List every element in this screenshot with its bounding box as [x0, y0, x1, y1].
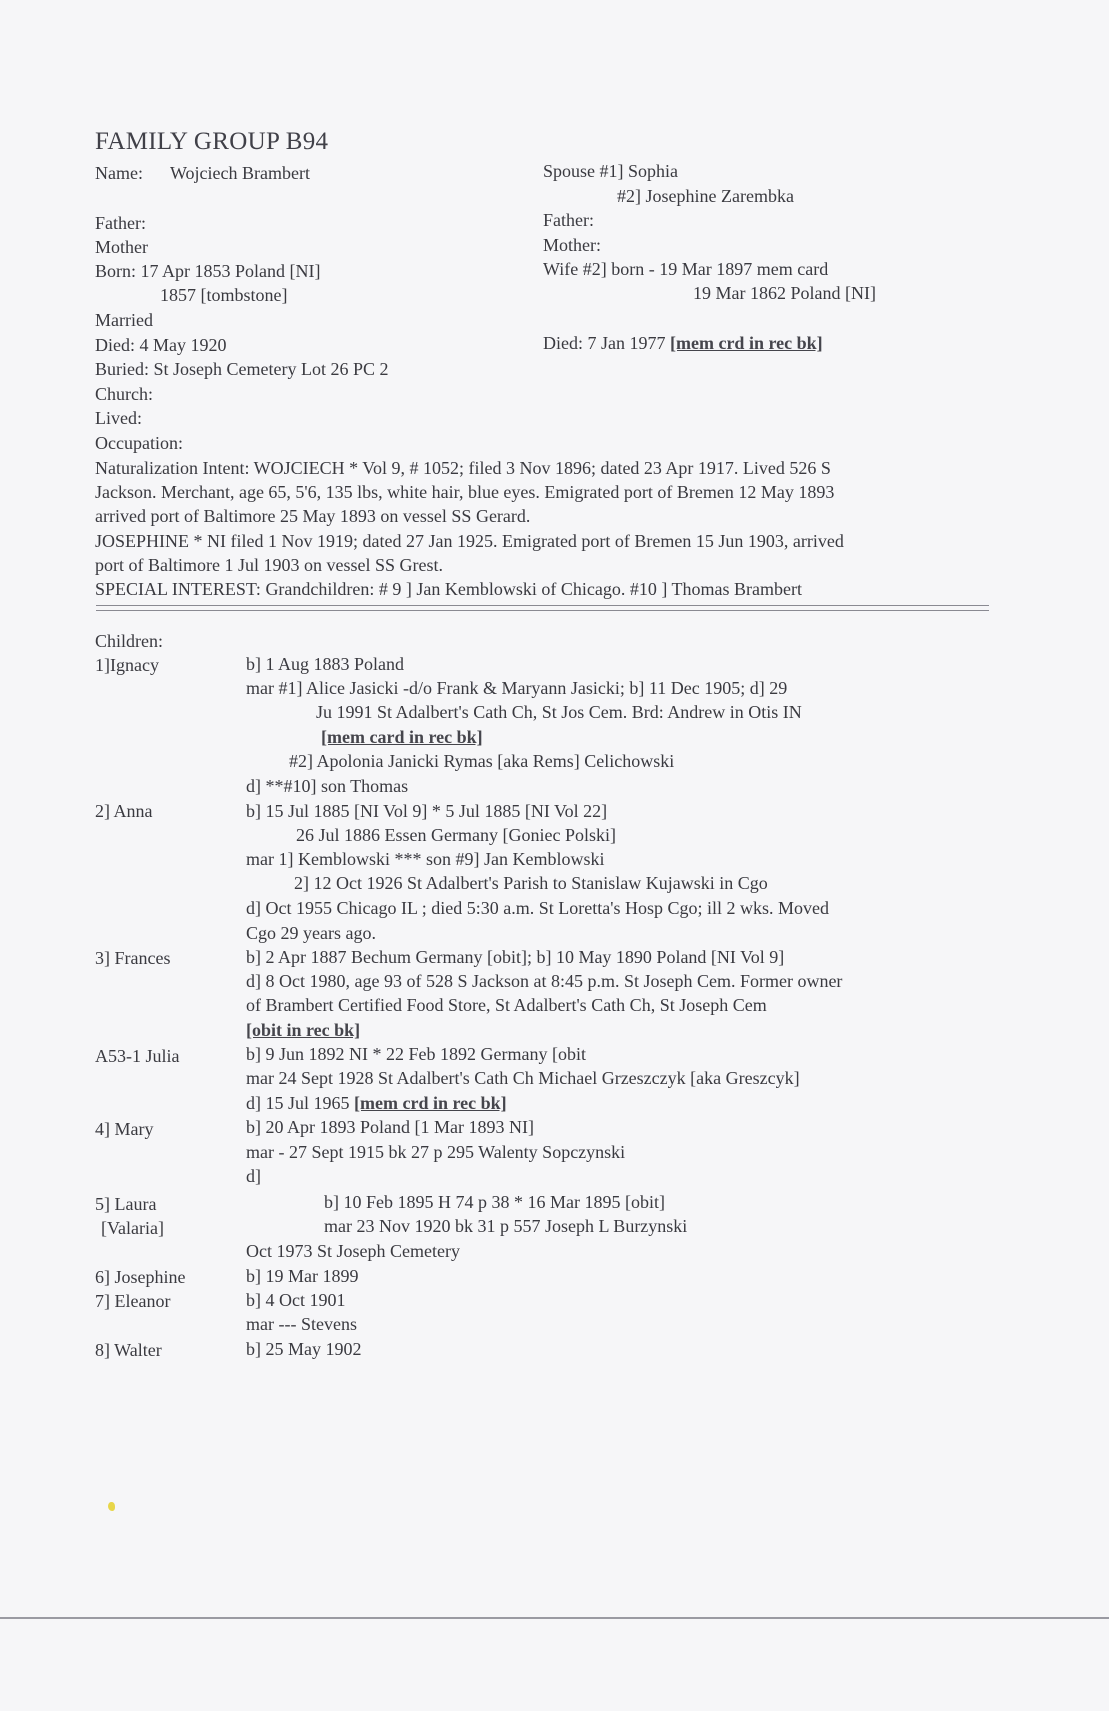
child-detail: d] 15 Jul 1965	[246, 1093, 354, 1113]
page-bottom-edge	[0, 1617, 1109, 1619]
wife2-born-alt: 19 Mar 1862 Poland [NI]	[693, 283, 876, 303]
husband-church: Church:	[95, 384, 153, 404]
note-line: Naturalization Intent: WOJCIECH * Vol 9, # 1052; filed 3 Nov 1896; dated 23 Apr 1917. Lived 526 S	[95, 458, 831, 478]
spouse-died	[543, 332, 823, 354]
husband-born-alt: 1857 [tombstone]	[160, 285, 288, 305]
child-detail: mar #1] Alice Jasicki -d/o Frank & Maryann Jasicki; b] 11 Dec 1905; d] 29	[246, 678, 788, 698]
child-death-line	[246, 1092, 507, 1114]
child-detail: mar - 27 Sept 1915 bk 27 p 295 Walenty Sopczynski	[246, 1142, 626, 1162]
wife2-born: Wife #2] born - 19 Mar 1897 mem card	[543, 259, 829, 279]
child-name: 1]Ignacy	[95, 655, 159, 675]
child-detail: b] 25 May 1902	[246, 1339, 362, 1359]
child-detail: b] 15 Jul 1885 [NI Vol 9] * 5 Jul 1885 [NI Vol 22]	[246, 801, 608, 821]
husband-married: Married	[95, 310, 153, 330]
child-name: 4] Mary	[95, 1119, 154, 1139]
husband-occupation: Occupation:	[95, 433, 183, 453]
husband-name: Wojciech Brambert	[170, 163, 310, 183]
husband-born: Born: 17 Apr 1853 Poland [NI]	[95, 261, 321, 281]
child-detail: b] 4 Oct 1901	[246, 1290, 346, 1310]
child-detail: d] **#10] son Thomas	[246, 776, 409, 796]
child-detail: Ju 1991 St Adalbert's Cath Ch, St Jos Cem. Brd: Andrew in Otis IN	[316, 702, 802, 722]
child-detail: mar 1] Kemblowski *** son #9] Jan Kemblowski	[246, 849, 605, 869]
child-detail: mar 23 Nov 1920 bk 31 p 557 Joseph L Burzynski	[324, 1216, 688, 1236]
child-detail: b] 10 Feb 1895 H 74 p 38 * 16 Mar 1895 [obit]	[324, 1192, 665, 1212]
spouse-1: Spouse #1] Sophia	[543, 161, 678, 181]
double-divider	[96, 605, 989, 611]
child-detail: 2] 12 Oct 1926 St Adalbert's Parish to Stanislaw Kujawski in Cgo	[294, 873, 768, 893]
child-detail: b] 1 Aug 1883 Poland	[246, 654, 405, 674]
husband-lived: Lived:	[95, 408, 142, 428]
husband-name-label: Name:	[95, 163, 143, 183]
child-detail: #2] Apolonia Janicki Rymas [aka Rems] Celichowski	[289, 751, 675, 771]
spouse-2: #2] Josephine Zarembka	[617, 186, 794, 206]
ink-spot	[108, 1502, 115, 1511]
page-title: FAMILY GROUP B94	[95, 128, 329, 155]
husband-mother: Mother	[95, 237, 148, 257]
spouse-mother: Mother:	[543, 235, 601, 255]
child-name: 6] Josephine	[95, 1267, 186, 1287]
child-detail: b] 9 Jun 1892 NI * 22 Feb 1892 Germany [obit	[246, 1044, 586, 1064]
child-detail: d] 8 Oct 1980, age 93 of 528 S Jackson at 8:45 p.m. St Joseph Cem. Former owner	[246, 971, 843, 991]
note-line: Jackson. Merchant, age 65, 5'6, 135 lbs, white hair, blue eyes. Emigrated port of Bremen 12 May 1893	[95, 482, 835, 502]
record-reference: [mem crd in rec bk]	[354, 1093, 507, 1113]
note-line: port of Baltimore 1 Jul 1903 on vessel SS Grest.	[95, 555, 443, 575]
child-name: 5] Laura	[95, 1194, 157, 1214]
husband-father: Father:	[95, 213, 146, 233]
husband-buried: Buried: St Joseph Cemetery Lot 26 PC 2	[95, 359, 389, 379]
children-label: Children:	[95, 631, 163, 651]
child-detail: b] 2 Apr 1887 Bechum Germany [obit]; b] 10 May 1890 Poland [NI Vol 9]	[246, 947, 785, 967]
child-name: 7] Eleanor	[95, 1291, 171, 1311]
note-line: JOSEPHINE * NI filed 1 Nov 1919; dated 27 Jan 1925. Emigrated port of Bremen 15 Jun 1903, arrived	[95, 531, 844, 551]
child-name: 2] Anna	[95, 801, 153, 821]
special-interest: SPECIAL INTEREST: Grandchildren: # 9 ] Jan Kemblowski of Chicago. #10 ] Thomas Brambert	[95, 579, 802, 599]
child-detail: Cgo 29 years ago.	[246, 923, 376, 943]
child-detail: mar --- Stevens	[246, 1314, 357, 1334]
child-name: 8] Walter	[95, 1340, 162, 1360]
spouse-died-text: Died: 7 Jan 1977	[543, 333, 670, 353]
record-reference: [obit in rec bk]	[246, 1020, 361, 1040]
child-detail: b] 20 Apr 1893 Poland [1 Mar 1893 NI]	[246, 1117, 534, 1137]
child-detail: mar 24 Sept 1928 St Adalbert's Cath Ch Michael Grzeszczyk [aka Greszcyk]	[246, 1068, 800, 1088]
child-detail: Oct 1973 St Joseph Cemetery	[246, 1241, 460, 1261]
child-detail: d]	[246, 1166, 261, 1186]
child-detail: b] 19 Mar 1899	[246, 1266, 359, 1286]
record-reference: [mem card in rec bk]	[321, 727, 483, 747]
child-detail: d] Oct 1955 Chicago IL ; died 5:30 a.m. St Loretta's Hosp Cgo; ill 2 wks. Moved	[246, 898, 830, 918]
child-name: 3] Frances	[95, 948, 171, 968]
note-line: arrived port of Baltimore 25 May 1893 on vessel SS Gerard.	[95, 506, 531, 526]
child-name: A53-1 Julia	[95, 1046, 180, 1066]
child-name-alt: [Valaria]	[101, 1218, 164, 1238]
spouse-died-reference: [mem crd in rec bk]	[669, 333, 823, 353]
child-detail: 26 Jul 1886 Essen Germany [Goniec Polski]	[296, 825, 616, 845]
spouse-father: Father:	[543, 210, 594, 230]
child-detail: of Brambert Certified Food Store, St Adalbert's Cath Ch, St Joseph Cem	[246, 995, 767, 1015]
husband-died: Died: 4 May 1920	[95, 335, 227, 355]
